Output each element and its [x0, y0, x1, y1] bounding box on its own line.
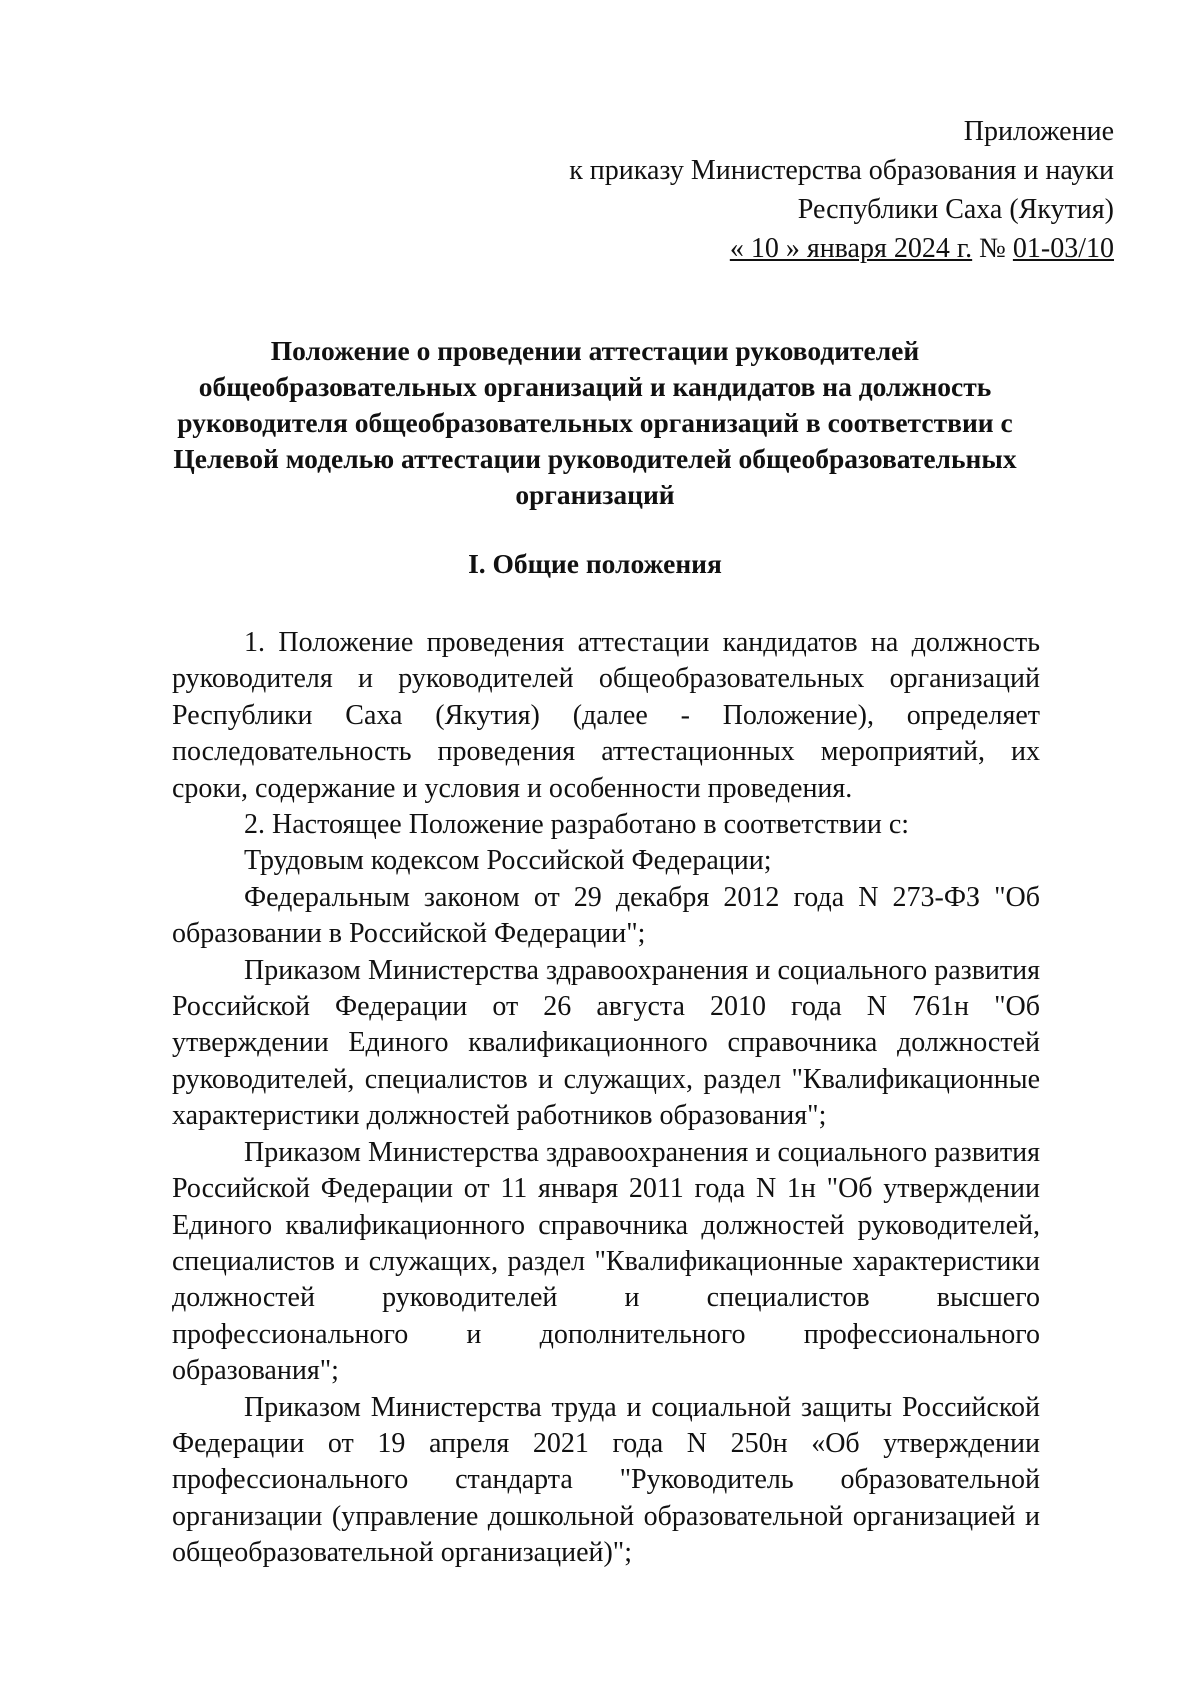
order-number: 01-03/10 [1012, 233, 1114, 264]
paragraph-order-1n: Приказом Министерства здравоохранения и социального развития Российской Федерации от 11 января 2011 года N 1н "Об утверждении Единого квалификационного справочника должностей руководителей, специалистов и служащих, раздел "Квалификационные характеристики должностей руководителей и специалистов высшего профессионального и дополнительного профессионального образования"; [172, 1136, 1040, 1387]
order-date: « 10 » января 2024 г. [729, 233, 973, 264]
paragraph-federal-law: Федеральным законом от 29 декабря 2012 года N 273-ФЗ "Об образовании в Российской Федерации"; [172, 881, 1040, 950]
appendix-date-number-line [569, 229, 1114, 268]
paragraph-1: 1. Положение проведения аттестации кандидатов на должность руководителя и руководителей общеобразовательных организаций Республики Саха (Якутия) (далее - Положение), определяет последовательность проведения аттестационных мероприятий, их сроки, содержание и условия и особенности проведения. [172, 627, 1040, 804]
section-heading: I. Общие положения [468, 548, 722, 579]
paragraph-labor-code: Трудовым кодексом Российской Федерации; [244, 845, 772, 877]
paragraph-2: 2. Настоящее Положение разработано в соответствии с: [244, 809, 910, 841]
appendix-order-reference: к приказу Министерства образования и науки [569, 155, 1114, 186]
appendix-block [569, 112, 1114, 268]
document-title: Положение о проведении аттестации руководителей общеобразовательных организаций и кандидатов на должность руководителя общеобразовательных организаций в соответствии с Целевой моделью аттестации руководителей общеобразовательных организаций [173, 335, 1017, 510]
document-body [172, 625, 1040, 1572]
appendix-label: Приложение [963, 116, 1114, 147]
number-sign: № [979, 233, 1006, 264]
appendix-republic: Республики Саха (Якутия) [797, 194, 1114, 225]
paragraph-order-761n: Приказом Министерства здравоохранения и социального развития Российской Федерации от 26 августа 2010 года N 761н "Об утверждении Единого квалификационного справочника должностей руководителей, специалистов и служащих, раздел "Квалификационные характеристики должностей работников образования"; [172, 954, 1040, 1132]
paragraph-order-250n: Приказом Министерства труда и социальной защиты Российской Федерации от 19 апреля 2021 года N 250н «Об утверждении профессионального стандарта "Руководитель образовательной организации (управление дошкольной образовательной организацией и общеобразовательной организацией)"; [172, 1391, 1040, 1569]
